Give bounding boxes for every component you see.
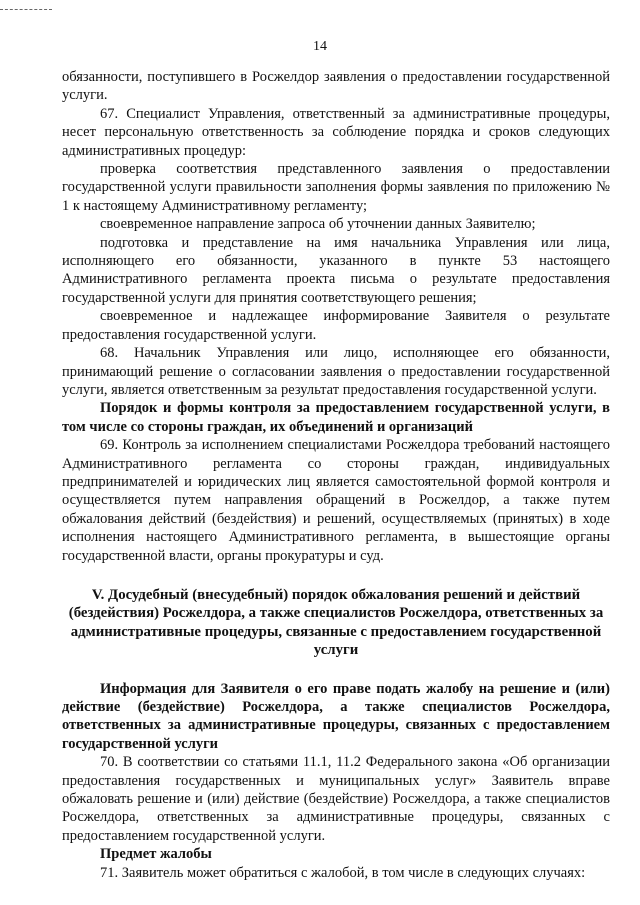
page-number: 14 xyxy=(313,39,327,54)
heading-complaint-subject: Предмет жалобы xyxy=(100,846,212,863)
top-margin-rule xyxy=(0,9,52,10)
section-v-title: V. Досудебный (внесудебный) порядок обжалования решений и действий (бездействия) Росжелдора, а также специалистов Росжелдора, ответственных за административные процедуры, связанные с предоставлением государственной услуги xyxy=(68,586,604,659)
paragraph-71: 71. Заявитель может обратиться с жалобой, в том числе в следующих случаях: xyxy=(100,864,586,881)
paragraph-67-item-inform: своевременное и надлежащее информирование Заявителя о результате предоставления государственной услуги. xyxy=(62,308,610,343)
paragraph-67-item-request: своевременное направление запроса об уточнении данных Заявителю; xyxy=(100,216,536,233)
paragraph-67: 67. Специалист Управления, ответственный за административные процедуры, несет персональную ответственность за соблюдение порядка и сроков следующих административных процедур: xyxy=(62,105,610,159)
paragraph-69: 69. Контроль за исполнением специалистами Росжелдора требований настоящего Административного регламента со стороны граждан, индивидуальных предпринимателей и юридических лиц является самостоятельной формой контроля и осуществляется путем направления обращений в Росжелдор, а также путем обжалования действий (бездействия) и решений, осуществляемых (принятых) в ходе исполнения настоящего Административного регламента, в вышестоящие органы государственной власти, органы прокуратуры и суд. xyxy=(62,437,610,564)
paragraph-continuation: обязанности, поступившего в Росжелдор заявления о предоставлении государственной услуги. xyxy=(62,69,610,104)
paragraph-70: 70. В соответствии со статьями 11.1, 11.2 Федерального закона «Об организации предоставления государственных и муниципальных услуг» Заявитель вправе обжаловать решение и (или) действие (бездействие) Росжелдора, а также специалистов Росжелдора, ответственных за административные процедуры, связанных с предоставлением государственной услуги. xyxy=(62,754,610,844)
document-body xyxy=(62,68,610,882)
heading-control-procedure: Порядок и формы контроля за предоставлением государственной услуги, в том числе со стороны граждан, их объединений и организаций xyxy=(62,400,610,435)
paragraph-68: 68. Начальник Управления или лицо, исполняющее его обязанности, принимающий решение о согласовании заявления о предоставлении государственной услуги, является ответственным за результат предоставления государственной услуги. xyxy=(62,345,610,398)
heading-complaint-info: Информация для Заявителя о его праве подать жалобу на решение и (или) действие (бездействие) Росжелдора, а также специалистов Росжелдора, ответственных за административные процедуры, связанных с предоставлением государственной услуги xyxy=(62,680,610,752)
paragraph-67-item-check: проверка соответствия представленного заявления о предоставлении государственной услуги правильности заполнения формы заявления по приложению № 1 к настоящему Административному регламенту; xyxy=(62,161,610,214)
paragraph-67-item-prepare: подготовка и представление на имя начальника Управления или лица, исполняющего его обязанности, указанного в пункте 53 настоящего Административного регламента проекта письма о результате предоставления государственной услуги для принятия соответствующего решения; xyxy=(62,234,610,306)
